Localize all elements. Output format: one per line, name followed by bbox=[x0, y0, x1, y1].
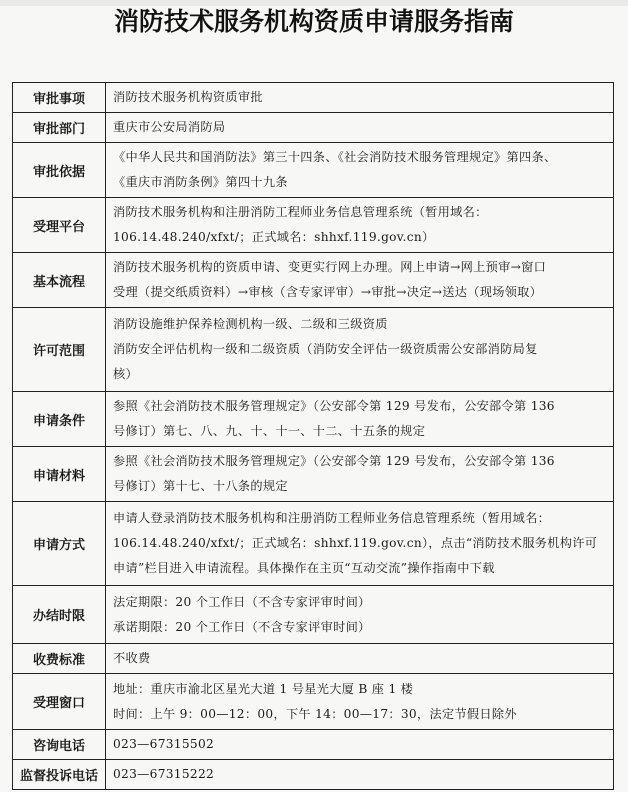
table-row bbox=[13, 308, 614, 392]
table-row bbox=[13, 760, 614, 790]
row-label: 申请材料 bbox=[13, 447, 106, 502]
content-line: 《重庆市消防条例》第四十九条 bbox=[113, 175, 288, 189]
service-guide-table bbox=[12, 82, 614, 790]
content-line: 023—67315502 bbox=[113, 737, 215, 751]
row-label: 申请条件 bbox=[13, 392, 106, 447]
row-content bbox=[106, 392, 614, 447]
content-line: 号修订）第七、八、九、十、十一、十二、十五条的规定 bbox=[113, 424, 426, 438]
content-line: 申请”栏目进入申请流程。具体操作在主页“互动交流”操作指南中下载 bbox=[113, 561, 495, 575]
page-title: 消防技术服务机构资质申请服务指南 bbox=[113, 7, 514, 36]
content-line: 消防安全评估机构一级和二级资质（消防安全评估一级资质需公安部消防局复 bbox=[113, 342, 538, 356]
table-row bbox=[13, 392, 614, 447]
content-line: 法定期限：20 个工作日（不含专家评审时间） bbox=[113, 594, 371, 609]
row-content bbox=[106, 644, 614, 674]
row-label: 审批事项 bbox=[13, 83, 106, 113]
row-content bbox=[106, 198, 614, 253]
content-line: 申请人登录消防技术服务机构和注册消防工程师业务信息管理系统（暂用域名： bbox=[113, 511, 551, 525]
table-row bbox=[13, 502, 614, 586]
content-line: 承诺期限：20 个工作日（不含专家评审时间） bbox=[113, 619, 371, 634]
table-row bbox=[13, 447, 614, 502]
content-line: 时间：上午 9：00—12：00，下午 14：00—17：30，法定节假日除外 bbox=[113, 706, 517, 721]
row-content bbox=[106, 674, 614, 730]
row-label: 许可范围 bbox=[13, 308, 106, 392]
row-label: 审批部门 bbox=[13, 113, 106, 143]
content-line: 106.14.48.240/xfxt/；正式域名：shhxf.119.gov.cn），点击“消防技术服务机构许可 bbox=[113, 536, 598, 550]
row-label: 咨询电话 bbox=[13, 730, 106, 760]
row-label: 审批依据 bbox=[13, 143, 106, 198]
row-label: 监督投诉电话 bbox=[13, 760, 106, 790]
content-line: 重庆市公安局消防局 bbox=[113, 120, 226, 134]
content-line: 消防技术服务机构资质审批 bbox=[113, 90, 263, 104]
content-line: 023—67315222 bbox=[113, 767, 215, 781]
table-row bbox=[13, 253, 614, 308]
table-row bbox=[13, 674, 614, 730]
row-label: 受理窗口 bbox=[13, 674, 106, 730]
row-content bbox=[106, 143, 614, 198]
row-label: 基本流程 bbox=[13, 253, 106, 308]
table-row bbox=[13, 143, 614, 198]
row-content bbox=[106, 253, 614, 308]
content-line: 核） bbox=[113, 367, 138, 381]
table-row bbox=[13, 198, 614, 253]
content-line: 号修订）第十七、十八条的规定 bbox=[113, 479, 288, 493]
row-content bbox=[106, 447, 614, 502]
content-line: 地址：重庆市渝北区星光大道 1 号星光大厦 B 座 1 楼 bbox=[113, 681, 414, 696]
table-row bbox=[13, 644, 614, 674]
content-line: 《中华人民共和国消防法》第三十四条、《社会消防技术服务管理规定》第四条、 bbox=[113, 150, 557, 164]
content-line: 106.14.48.240/xfxt/；正式域名：shhxf.119.gov.cn） bbox=[113, 230, 435, 244]
content-line: 参照《社会消防技术服务管理规定》（公安部令第 129 号发布，公安部令第 136 bbox=[113, 454, 555, 468]
content-line: 受理（提交纸质资料）→审核（含专家评审）→审批→决定→送达（现场领取） bbox=[113, 285, 543, 299]
row-content bbox=[106, 83, 614, 113]
content-line: 消防技术服务机构的资质申请、变更实行网上办理。网上申请→网上预审→窗口 bbox=[113, 260, 547, 274]
row-content bbox=[106, 760, 614, 790]
row-content bbox=[106, 113, 614, 143]
row-label: 收费标准 bbox=[13, 644, 106, 674]
row-content bbox=[106, 586, 614, 644]
table-row bbox=[13, 730, 614, 760]
table-row bbox=[13, 586, 614, 644]
row-label: 办结时限 bbox=[13, 586, 106, 644]
content-line: 不收费 bbox=[113, 651, 151, 665]
row-content bbox=[106, 308, 614, 392]
table-row bbox=[13, 113, 614, 143]
row-label: 受理平台 bbox=[13, 198, 106, 253]
content-line: 消防设施维护保养检测机构一级、二级和三级资质 bbox=[113, 317, 388, 331]
row-label: 申请方式 bbox=[13, 502, 106, 586]
row-content bbox=[106, 730, 614, 760]
content-line: 参照《社会消防技术服务管理规定》（公安部令第 129 号发布，公安部令第 136 bbox=[113, 399, 555, 413]
content-line: 消防技术服务机构和注册消防工程师业务信息管理系统（暂用域名： bbox=[113, 205, 488, 219]
table-row bbox=[13, 83, 614, 113]
row-content bbox=[106, 502, 614, 586]
